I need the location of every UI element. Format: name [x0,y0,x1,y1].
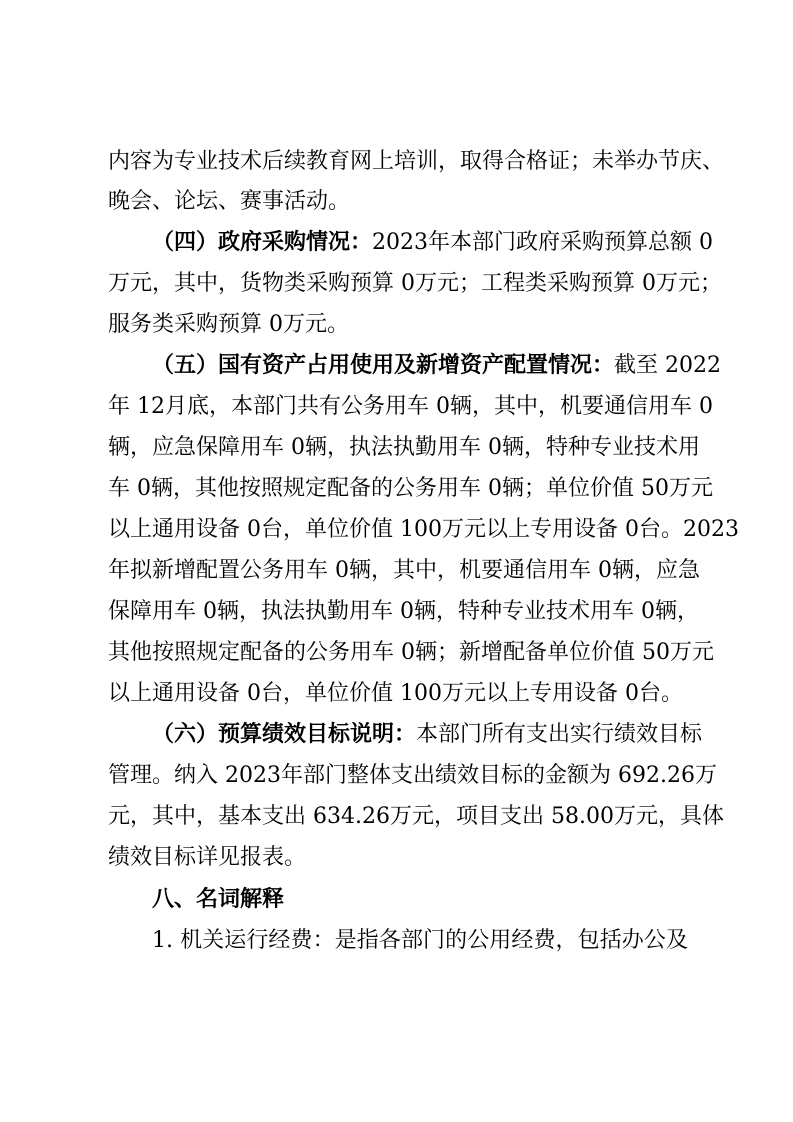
paragraph-line: 年拟新增配置公务用车 0辆，其中，机要通信用车 0辆，应急 [108,558,700,583]
paragraph-first-line [152,230,713,255]
paragraph-text: 本部门所有支出实行绩效目标 [416,722,703,747]
paragraph-line: 年 12月底，本部门共有公务用车 0辆，其中，机要通信用车 0 [108,394,713,419]
paragraph-line: 保障用车 0辆，执法执勤用车 0辆，特种专业技术用车 0辆， [108,599,699,624]
list-item: 1. 机关运行经费：是指各部门的公用经费，包括办公及 [152,928,688,953]
paragraph-line: 以上通用设备 0台，单位价值 100万元以上专用设备 0台。 [108,681,683,706]
paragraph-text: 截至 2022 [614,353,721,378]
paragraph-first-line [152,722,703,747]
paragraph-text: 2023年本部门政府采购预算总额 0 [372,230,713,255]
paragraph-line: 服务类采购预算 0万元。 [108,312,349,337]
paragraph-first-line [152,353,721,378]
paragraph-lead: （六）预算绩效目标说明： [152,722,417,747]
paragraph-lead: （五）国有资产占用使用及新增资产配置情况： [152,353,615,378]
paragraph-line: 元，其中，基本支出 634.26万元，项目支出 58.00万元，具体 [108,804,724,829]
paragraph-line: 车 0辆，其他按照规定配备的公务用车 0辆；单位价值 50万元 [108,476,713,501]
paragraph-line: 内容为专业技术后续教育网上培训，取得合格证；未举办节庆、 [108,149,725,174]
paragraph-lead: （四）政府采购情况： [152,230,373,255]
paragraph-line: 其他按照规定配备的公务用车 0辆；新增配备单位价值 50万元 [108,640,714,665]
section-heading: 八、名词解释 [152,887,285,912]
paragraph-line: 万元，其中，货物类采购预算 0万元；工程类采购预算 0万元； [108,271,722,296]
paragraph-line: 晚会、论坛、赛事活动。 [108,189,351,214]
paragraph-line: 辆，应急保障用车 0辆，执法执勤用车 0辆，特种专业技术用 [108,435,700,460]
paragraph-line: 绩效目标详见报表。 [108,845,307,870]
paragraph-line: 以上通用设备 0台，单位价值 100万元以上专用设备 0台。2023 [108,517,739,542]
paragraph-line: 管理。纳入 2023年部门整体支出绩效目标的金额为 692.26万 [108,763,717,788]
